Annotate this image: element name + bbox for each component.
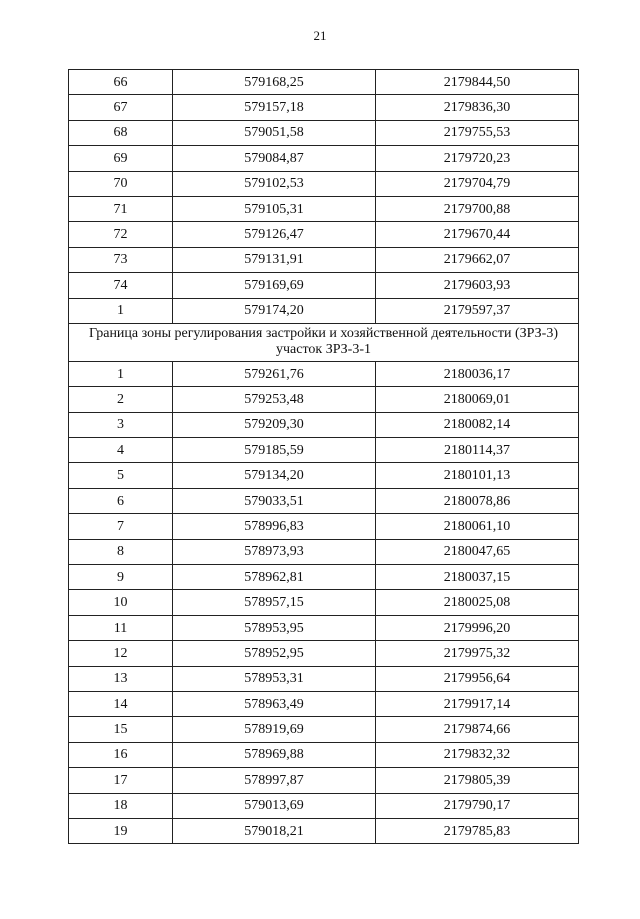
- point-number-cell: 4: [69, 438, 173, 463]
- x-coordinate-cell: 578953,31: [173, 666, 376, 691]
- table-row: [69, 463, 579, 488]
- y-coordinate-cell: 2179755,53: [376, 120, 579, 145]
- x-coordinate-cell: 579084,87: [173, 146, 376, 171]
- x-coordinate-cell: 579102,53: [173, 171, 376, 196]
- y-coordinate-cell: 2179785,83: [376, 818, 579, 843]
- y-coordinate-cell: 2179670,44: [376, 222, 579, 247]
- y-coordinate-cell: 2179874,66: [376, 717, 579, 742]
- y-coordinate-cell: 2180069,01: [376, 387, 579, 412]
- table-row: [69, 196, 579, 221]
- x-coordinate-cell: 578997,87: [173, 768, 376, 793]
- section-header: [69, 323, 579, 361]
- y-coordinate-cell: 2179704,79: [376, 171, 579, 196]
- y-coordinate-cell: 2180078,86: [376, 488, 579, 513]
- table-row: [69, 146, 579, 171]
- section-subtitle: участок ЗРЗ-3-1: [275, 342, 371, 358]
- x-coordinate-cell: 579051,58: [173, 120, 376, 145]
- point-number-cell: 5: [69, 463, 173, 488]
- point-number-cell: 10: [69, 590, 173, 615]
- table-row: [69, 742, 579, 767]
- table-body-bottom: [69, 361, 579, 843]
- x-coordinate-cell: 578957,15: [173, 590, 376, 615]
- x-coordinate-cell: 578996,83: [173, 514, 376, 539]
- point-number-cell: 2: [69, 387, 173, 412]
- point-number-cell: 16: [69, 742, 173, 767]
- x-coordinate-cell: 579105,31: [173, 196, 376, 221]
- y-coordinate-cell: 2179917,14: [376, 691, 579, 716]
- point-number-cell: 14: [69, 691, 173, 716]
- table-row: [69, 171, 579, 196]
- y-coordinate-cell: 2180025,08: [376, 590, 579, 615]
- y-coordinate-cell: 2179956,64: [376, 666, 579, 691]
- y-coordinate-cell: 2179844,50: [376, 70, 579, 95]
- y-coordinate-cell: 2180037,15: [376, 565, 579, 590]
- y-coordinate-cell: 2179832,32: [376, 742, 579, 767]
- x-coordinate-cell: 579169,69: [173, 273, 376, 298]
- point-number-cell: 1: [69, 361, 173, 386]
- x-coordinate-cell: 579018,21: [173, 818, 376, 843]
- y-coordinate-cell: 2179720,23: [376, 146, 579, 171]
- x-coordinate-cell: 579261,76: [173, 361, 376, 386]
- point-number-cell: 69: [69, 146, 173, 171]
- table-row: [69, 247, 579, 272]
- point-number-cell: 68: [69, 120, 173, 145]
- y-coordinate-cell: 2180061,10: [376, 514, 579, 539]
- point-number-cell: 18: [69, 793, 173, 818]
- point-number-cell: 15: [69, 717, 173, 742]
- x-coordinate-cell: 578953,95: [173, 615, 376, 640]
- y-coordinate-cell: 2180082,14: [376, 412, 579, 437]
- y-coordinate-cell: 2180047,65: [376, 539, 579, 564]
- table-body-top: [69, 70, 579, 324]
- y-coordinate-cell: 2179603,93: [376, 273, 579, 298]
- x-coordinate-cell: 579013,69: [173, 793, 376, 818]
- table-row: [69, 70, 579, 95]
- table-row: [69, 95, 579, 120]
- x-coordinate-cell: 578952,95: [173, 641, 376, 666]
- table-row: [69, 565, 579, 590]
- y-coordinate-cell: 2180101,13: [376, 463, 579, 488]
- x-coordinate-cell: 579134,20: [173, 463, 376, 488]
- table-row: [69, 768, 579, 793]
- table-row: [69, 361, 579, 386]
- x-coordinate-cell: 579174,20: [173, 298, 376, 323]
- point-number-cell: 66: [69, 70, 173, 95]
- x-coordinate-cell: 579033,51: [173, 488, 376, 513]
- coordinates-table: [68, 69, 579, 844]
- x-coordinate-cell: 578973,93: [173, 539, 376, 564]
- table-row: [69, 539, 579, 564]
- table-row: [69, 298, 579, 323]
- x-coordinate-cell: 578962,81: [173, 565, 376, 590]
- point-number-cell: 8: [69, 539, 173, 564]
- point-number-cell: 74: [69, 273, 173, 298]
- point-number-cell: 1: [69, 298, 173, 323]
- x-coordinate-cell: 578919,69: [173, 717, 376, 742]
- point-number-cell: 9: [69, 565, 173, 590]
- page-number: 21: [313, 28, 327, 43]
- point-number-cell: 7: [69, 514, 173, 539]
- point-number-cell: 72: [69, 222, 173, 247]
- x-coordinate-cell: 579209,30: [173, 412, 376, 437]
- table-row: [69, 615, 579, 640]
- point-number-cell: 67: [69, 95, 173, 120]
- y-coordinate-cell: 2179597,37: [376, 298, 579, 323]
- table-row: [69, 793, 579, 818]
- table-row: [69, 412, 579, 437]
- table-row: [69, 514, 579, 539]
- table-row: [69, 691, 579, 716]
- x-coordinate-cell: 579157,18: [173, 95, 376, 120]
- x-coordinate-cell: 579253,48: [173, 387, 376, 412]
- table-row: [69, 438, 579, 463]
- point-number-cell: 71: [69, 196, 173, 221]
- point-number-cell: 70: [69, 171, 173, 196]
- y-coordinate-cell: 2179790,17: [376, 793, 579, 818]
- table-row: [69, 222, 579, 247]
- y-coordinate-cell: 2179700,88: [376, 196, 579, 221]
- x-coordinate-cell: 578963,49: [173, 691, 376, 716]
- y-coordinate-cell: 2180114,37: [376, 438, 579, 463]
- y-coordinate-cell: 2179805,39: [376, 768, 579, 793]
- table-row: [69, 273, 579, 298]
- point-number-cell: 13: [69, 666, 173, 691]
- x-coordinate-cell: 579126,47: [173, 222, 376, 247]
- table-row: [69, 590, 579, 615]
- point-number-cell: 12: [69, 641, 173, 666]
- table-row: [69, 120, 579, 145]
- x-coordinate-cell: 579131,91: [173, 247, 376, 272]
- point-number-cell: 17: [69, 768, 173, 793]
- table-row: [69, 818, 579, 843]
- point-number-cell: 6: [69, 488, 173, 513]
- table-row: [69, 666, 579, 691]
- table-row: [69, 387, 579, 412]
- section-title: Граница зоны регулирования застройки и хозяйственной деятельности (ЗРЗ-3): [89, 326, 558, 342]
- table-row: [69, 641, 579, 666]
- y-coordinate-cell: 2179662,07: [376, 247, 579, 272]
- point-number-cell: 19: [69, 818, 173, 843]
- point-number-cell: 3: [69, 412, 173, 437]
- point-number-cell: 11: [69, 615, 173, 640]
- y-coordinate-cell: 2179836,30: [376, 95, 579, 120]
- x-coordinate-cell: 578969,88: [173, 742, 376, 767]
- y-coordinate-cell: 2179975,32: [376, 641, 579, 666]
- y-coordinate-cell: 2180036,17: [376, 361, 579, 386]
- y-coordinate-cell: 2179996,20: [376, 615, 579, 640]
- section-row: [69, 323, 579, 361]
- table-row: [69, 717, 579, 742]
- x-coordinate-cell: 579168,25: [173, 70, 376, 95]
- table-row: [69, 488, 579, 513]
- x-coordinate-cell: 579185,59: [173, 438, 376, 463]
- point-number-cell: 73: [69, 247, 173, 272]
- section-cell: [69, 323, 579, 361]
